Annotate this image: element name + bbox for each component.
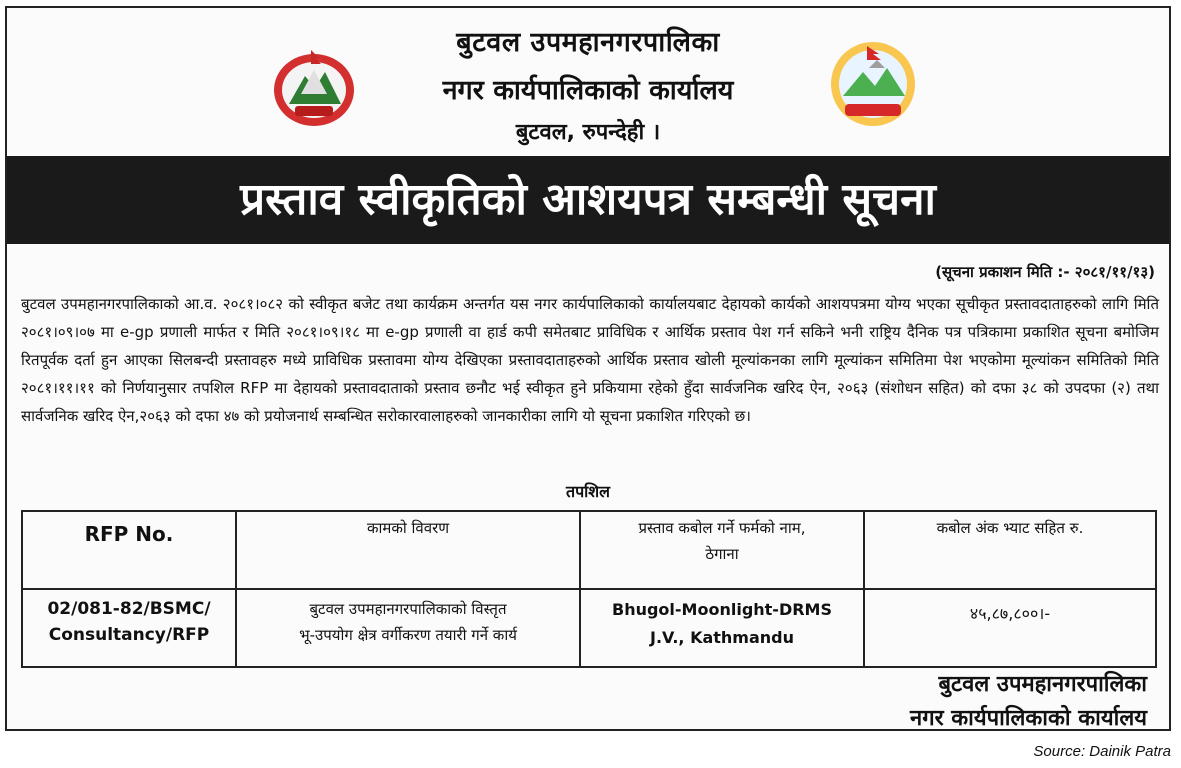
cell-firm — [580, 589, 864, 667]
notice-header — [7, 8, 1169, 160]
col-rfp-no: RFP No. — [22, 511, 236, 589]
col-firm-line2: ठेगाना — [705, 545, 739, 563]
firm-line2: J.V., Kathmandu — [649, 628, 794, 647]
cell-work — [236, 589, 580, 667]
org-address: बुटवल, रुपन्देही । — [515, 120, 661, 145]
cell-amount: ४५,८७,८००।- — [864, 589, 1156, 667]
table-row — [22, 589, 1156, 667]
rfp-line2: Consultancy/RFP — [48, 625, 210, 645]
notice-body: बुटवल उपमहानगरपालिकाको आ.व. २०८१।०८२ को स्वीकृत बजेट तथा कार्यक्रम अन्तर्गत यस नगर कार्यपालिकाको कार्यालयबाट देहायको कार्यको आशयपत्रमा योग्य भएका सूचीकृत प्रस्तावदाताहरुको लागि मिति २०८१।०९।०७ मा e-gp प्रणाली मार्फत र मिति २०८१।०९।१८ मा e-gp प्रणाली वा हार्ड कपी समेतबाट प्राविधिक र आर्थिक प्रस्ताव पेश गर्न सकिने भनी राष्ट्रिय दैनिक पत्र पत्रिकामा प्रकाशित सूचना बमोजिम रितपूर्वक दर्ता हुन आएका सिलबन्दी प्रस्तावहरु मध्ये प्राविधिक प्रस्तावमा योग्य देखिएका प्रस्तावदाताहरुको आर्थिक प्रस्ताव खोली मूल्यांकनका लागि मूल्यांकन समितिमा पेश भएकोमा मूल्यांकन समितिको मिति २०८१।११।११ को निर्णयानुसार तपशिल RFP मा देहायको प्रस्तावदाताको प्रस्ताव छनौट भई स्वीकृत हुने प्रकियामा रहेको हुँदा सार्वजनिक खरिद ऐन, २०६३ (संशोधन सहित) को दफा ३८ को उपदफा (२) तथा सार्वजनिक खरिद ऐन,२०६३ को दफा ४७ को प्रयोजनार्थ सम्बन्धित सरोकारवालाहरुको जानकारीका लागि यो सूचना प्रकाशित गरिएको छ। — [21, 295, 1159, 425]
org-name: बुटवल उपमहानगरपालिका — [456, 27, 720, 58]
notice-title-banner: प्रस्ताव स्वीकृतिको आशयपत्र सम्बन्धी सूचना — [7, 156, 1169, 244]
notice-frame — [5, 6, 1171, 731]
source-credit: Source: Dainik Patra — [1033, 743, 1171, 760]
footer-office: नगर कार्यपालिकाको कार्यालय — [910, 706, 1147, 731]
firm-line1: Bhugol-Moonlight-DRMS — [612, 600, 832, 619]
col-work: कामको विवरण — [236, 511, 580, 589]
publication-date: (सूचना प्रकाशन मिति :- २०८१/११/१३) — [935, 263, 1155, 281]
col-firm — [580, 511, 864, 589]
org-office: नगर कार्यपालिकाको कार्यालय — [442, 75, 734, 106]
col-amount: कबोल अंक भ्याट सहित रु. — [864, 511, 1156, 589]
rfp-table — [21, 510, 1157, 668]
col-firm-line1: प्रस्ताव कबोल गर्ने फर्मको नाम, — [638, 519, 806, 537]
work-line1: बुटवल उपमहानगरपालिकाको विस्तृत — [309, 600, 507, 618]
municipality-logo-icon — [827, 38, 919, 130]
table-header-row — [22, 511, 1156, 589]
details-heading: तपशिल — [565, 482, 611, 501]
footer-org-name: बुटवल उपमहानगरपालिका — [938, 672, 1147, 697]
work-line2: भू-उपयोग क्षेत्र वर्गीकरण तयारी गर्ने कार्य — [299, 626, 517, 644]
signature-block — [910, 668, 1147, 736]
cell-rfp-no — [22, 589, 236, 667]
rfp-line1: 02/081-82/BSMC/ — [47, 599, 211, 619]
